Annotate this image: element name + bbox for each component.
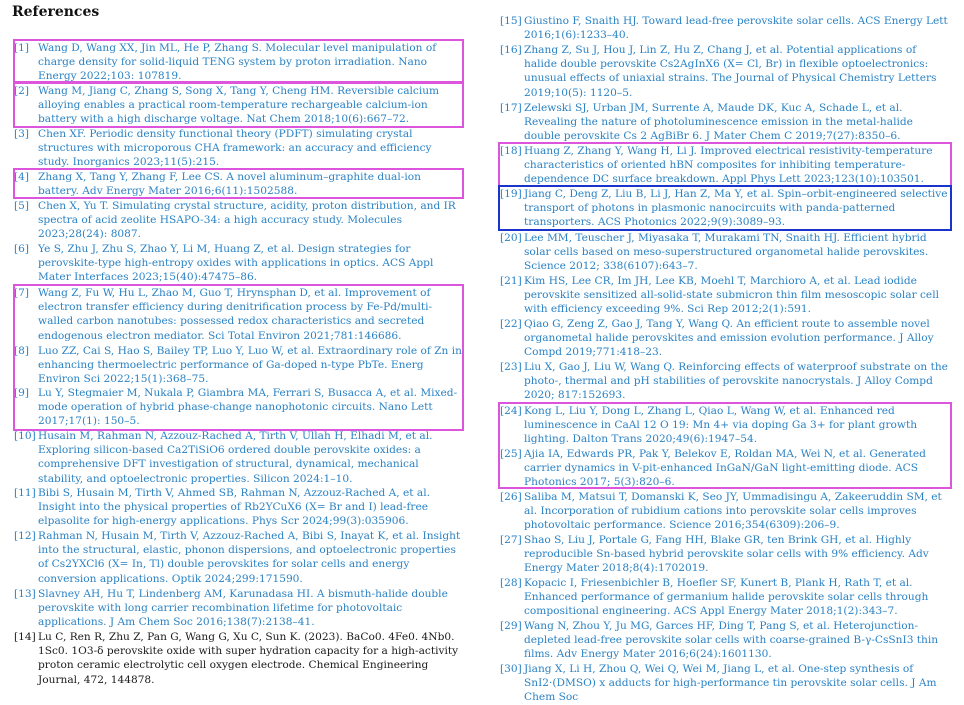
- reference-text[interactable]: Saliba M, Matsui T, Domanski K, Seo JY, Ummadisingu A, Zakeeruddin SM, et al. Incorporation of rubidium cations into perovskite solar cells improves photovoltaic performance. Science 2016;354(6309):206–9.: [524, 491, 942, 532]
- reference-text[interactable]: Wang Z, Fu W, Hu L, Zhao M, Guo T, Hrynsphan D, et al. Improvement of electron transfer efficiency during denitrification process by Fe-Pd/multi-walled carbon nanotubes: possessed redox characteristics and secreted endogenous electron mediator. Sci Total Environ 2021;781:146686.: [38, 287, 433, 342]
- reference-number: [17]: [500, 102, 522, 114]
- reference-text[interactable]: Giustino F, Snaith HJ. Toward lead-free perovskite solar cells. ACS Energy Lett 2016;1(6):1233–40.: [524, 15, 948, 42]
- reference-text[interactable]: Slavney AH, Hu T, Lindenberg AM, Karunadasa HI. A bismuth-halide double perovskite with long carrier recombination lifetime for photovoltaic applications. J Am Chem Soc 2016;138(7):2138–41.: [38, 588, 448, 629]
- reference-text[interactable]: Shao S, Liu J, Portale G, Fang HH, Blake GR, ten Brink GH, et al. Highly reproducible Sn-based hybrid perovskite solar cells with 9% efficiency. Adv Energy Mater 2018;8(4):1702019.: [524, 534, 929, 575]
- reference-text[interactable]: Kong L, Liu Y, Dong L, Zhang L, Qiao L, Wang W, et al. Enhanced red luminescence in CaAl 12 O 19: Mn 4+ via doping Ga 3+ for plant growth lighting. Dalton Trans 2020;49(6):1947–54.: [524, 405, 918, 446]
- reference-number: [29]: [500, 620, 522, 632]
- reference-text[interactable]: Kim HS, Lee CR, Im JH, Lee KB, Moehl T, Marchioro A, et al. Lead iodide perovskite sensitized all-solid-state submicron thin film mesoscopic solar cell with efficiency exceeding 9%. Sci Rep 2012;2(1):591.: [524, 275, 939, 316]
- reference-text[interactable]: Kopacic I, Friesenbichler B, Hoefler SF, Kunert B, Plank H, Rath T, et al. Enhanced performance of germanium halide perovskite solar cells through compositional engineering. ACS Appl Energy Mater 2018;1(2):343–7.: [524, 577, 929, 618]
- reference-item: [14, 242, 462, 285]
- reference-text[interactable]: Qiao G, Zeng Z, Gao J, Tang Y, Wang Q. An efficient route to assemble novel organometal halide perovskites and emission evolution performance. J Alloy Compd 2019;771:418–23.: [524, 318, 934, 359]
- highlight-box: [498, 142, 952, 187]
- reference-text[interactable]: Lee MM, Teuscher J, Miyasaka T, Murakami TN, Snaith HJ. Efficient hybrid solar cells based on meso-superstructured organometal halide perovskites. Science 2012; 338(6107):643–7.: [524, 232, 929, 273]
- reference-number: [14]: [14, 631, 36, 643]
- reference-number: [9]: [14, 387, 30, 399]
- reference-item: [14, 529, 462, 586]
- reference-item: [14, 127, 462, 170]
- reference-text[interactable]: Ye S, Zhu J, Zhu S, Zhao Y, Li M, Huang Z, et al. Design strategies for perovskite-type high-entropy oxides with applications in optics. ACS Appl Mater Interfaces 2023;15(40):47475–86.: [38, 243, 434, 284]
- reference-text[interactable]: Zelewski SJ, Urban JM, Surrente A, Maude DK, Kuc A, Schade L, et al. Revealing the nature of photoluminescence emission in the metal-halide double perovskite Cs 2 AgBiBr 6. J Mater Chem C 2019;7(27):8350–6.: [524, 102, 913, 143]
- reference-number: [19]: [500, 188, 522, 200]
- reference-number: [10]: [14, 430, 36, 442]
- reference-text[interactable]: Huang Z, Zhang Y, Wang H, Li J. Improved electrical resistivity-temperature characteristics of oriented hBN composites for inhibiting temperature-dependence DC surface breakdown. Appl Phys Lett 2023;123(10):103501.: [524, 145, 933, 186]
- reference-item: [500, 662, 950, 705]
- references-heading: References: [12, 4, 100, 20]
- reference-text[interactable]: Jiang X, Li H, Zhou Q, Wei Q, Wei M, Jiang L, et al. One-step synthesis of SnI2·(DMSO) x adducts for high-performance tin perovskite solar cells. J Am Chem Soc: [524, 663, 937, 704]
- reference-number: [7]: [14, 287, 30, 299]
- reference-number: [11]: [14, 487, 36, 499]
- reference-item: [14, 630, 462, 687]
- reference-number: [20]: [500, 232, 522, 244]
- reference-text[interactable]: Rahman N, Husain M, Tirth V, Azzouz-Rached A, Bibi S, Inayat K, et al. Insight into the structural, elastic, phonon dispersions, and optoelectronic properties of Cs2YXCl6 (X= In, Tl) double perovskites for solar cells and energy conversion applications. Optik 2024;299:171590.: [38, 530, 461, 585]
- reference-number: [21]: [500, 275, 522, 287]
- reference-text[interactable]: Jiang C, Deng Z, Liu B, Li J, Han Z, Ma Y, et al. Spin–orbit-engineered selective transport of photons in plasmonic nanocircuits with panda-patterned transporters. ACS Photonics 2022;9(9):3089–93.: [524, 188, 948, 229]
- reference-number: [28]: [500, 577, 522, 589]
- reference-number: [1]: [14, 42, 30, 54]
- reference-number: [22]: [500, 318, 522, 330]
- reference-item: [500, 490, 950, 533]
- reference-item: [500, 360, 950, 403]
- reference-item: [14, 587, 462, 630]
- reference-number: [30]: [500, 663, 522, 675]
- reference-item: [14, 486, 462, 529]
- reference-item: [500, 533, 950, 576]
- reference-number: [2]: [14, 85, 30, 97]
- reference-number: [8]: [14, 345, 30, 357]
- reference-number: [16]: [500, 44, 522, 56]
- reference-number: [25]: [500, 448, 522, 460]
- reference-text[interactable]: Wang D, Wang XX, Jin ML, He P, Zhang S. Molecular level manipulation of charge density for solid-liquid TENG system by proton irradiation. Nano Energy 2022;103: 107819.: [38, 42, 437, 83]
- reference-text[interactable]: Husain M, Rahman N, Azzouz-Rached A, Tirth V, Ullah H, Elhadi M, et al. Exploring silicon-based Ca2TiSiO6 ordered double perovskite oxides: a comprehensive DFT investigation of structural, dynamical, mechanical stability, and optoelectronic properties. Silicon 2024:1–10.: [38, 430, 433, 485]
- reference-item: [14, 199, 462, 242]
- reference-text[interactable]: Wang N, Zhou Y, Ju MG, Garces HF, Ding T, Pang S, et al. Heterojunction-depleted lead-free perovskite solar cells with coarse-grained B-γ-CsSnI3 thin films. Adv Energy Mater 2016;6(24):1601130.: [524, 620, 939, 661]
- reference-item: [500, 231, 950, 274]
- highlight-box: [13, 168, 464, 199]
- reference-text[interactable]: Ajia IA, Edwards PR, Pak Y, Belekov E, Roldan MA, Wei N, et al. Generated carrier dynamics in V-pit-enhanced InGaN/GaN light-emitting diode. ACS Photonics 2017; 5(3):820–6.: [524, 448, 926, 489]
- reference-item: [500, 14, 950, 42]
- reference-item: [500, 101, 950, 144]
- reference-item: [500, 317, 950, 360]
- reference-item: [500, 274, 950, 317]
- reference-number: [12]: [14, 530, 36, 542]
- reference-text: Lu C, Ren R, Zhu Z, Pan G, Wang G, Xu C, Sun K. (2023). BaCo0. 4Fe0. 4Nb0. 1Sc0. 1O3-δ perovskite oxide with super hydration capacity for a high-activity proton ceramic electrolytic cell oxygen electrode. Chemical Engineering Journal, 472, 144878.: [38, 631, 459, 686]
- highlight-box: [498, 185, 952, 231]
- reference-text[interactable]: Bibi S, Husain M, Tirth V, Ahmed SB, Rahman N, Azzouz-Rached A, et al. Insight into the physical properties of Rb2YCuX6 (X= Br and I) lead-free elpasolite for high-energy applications. Phys Scr 2024;99(3):035906.: [38, 487, 430, 528]
- reference-number: [5]: [14, 200, 30, 212]
- reference-number: [23]: [500, 361, 522, 373]
- highlight-box: [498, 402, 952, 489]
- reference-item: [500, 43, 950, 100]
- reference-text[interactable]: Luo ZZ, Cai S, Hao S, Bailey TP, Luo Y, Luo W, et al. Extraordinary role of Zn in enhancing thermoelectric performance of Ga-doped n-type PbTe. Energ Environ Sci 2022;15(1):368–75.: [38, 345, 462, 386]
- reference-text[interactable]: Liu X, Gao J, Liu W, Wang Q. Reinforcing effects of waterproof substrate on the photo-, thermal and pH stabilities of perovskite nanocrystals. J Alloy Compd 2020; 817:152693.: [524, 361, 948, 402]
- reference-text[interactable]: Chen X, Yu T. Simulating crystal structure, acidity, proton distribution, and IR spectra of acid zeolite HSAPO-34: a high accuracy study. Molecules 2023;28(24): 8087.: [38, 200, 456, 241]
- reference-number: [27]: [500, 534, 522, 546]
- reference-number: [4]: [14, 171, 30, 183]
- reference-item: [14, 429, 462, 486]
- reference-number: [24]: [500, 405, 522, 417]
- reference-number: [18]: [500, 145, 522, 157]
- reference-number: [13]: [14, 588, 36, 600]
- reference-number: [26]: [500, 491, 522, 503]
- reference-number: [15]: [500, 15, 522, 27]
- reference-text[interactable]: Chen XF. Periodic density functional theory (PDFT) simulating crystal structures with microporous CHA framework: an accuracy and efficiency study. Inorganics 2023;11(5):215.: [38, 128, 432, 169]
- highlight-box: [13, 82, 464, 128]
- reference-text[interactable]: Wang M, Jiang C, Zhang S, Song X, Tang Y, Cheng HM. Reversible calcium alloying enables a practical room-temperature rechargeable calcium-ion battery with a high discharge voltage. Nat Chem 2018;10(6):667–72.: [38, 85, 440, 126]
- reference-text[interactable]: Zhang Z, Su J, Hou J, Lin Z, Hu Z, Chang J, et al. Potential applications of halide double perovskite Cs2AgInX6 (X= Cl, Br) in flexible optoelectronics: unusual effects of uniaxial strains. The Journal of Physical Chemistry Letters 2019;10(5): 1120–5.: [524, 44, 937, 99]
- reference-number: [3]: [14, 128, 30, 140]
- highlight-box: [13, 39, 464, 83]
- reference-item: [500, 576, 950, 619]
- highlight-box: [13, 284, 464, 431]
- reference-text[interactable]: Lu Y, Stegmaier M, Nukala P, Giambra MA, Ferrari S, Busacca A, et al. Mixed-mode operation of hybrid phase-change nanophotonic circuits. Nano Lett 2017;17(1): 150–5.: [38, 387, 458, 428]
- reference-number: [6]: [14, 243, 30, 255]
- reference-item: [500, 619, 950, 662]
- reference-text[interactable]: Zhang X, Tang Y, Zhang F, Lee CS. A novel aluminum–graphite dual-ion battery. Adv Energy Mater 2016;6(11):1502588.: [38, 171, 421, 198]
